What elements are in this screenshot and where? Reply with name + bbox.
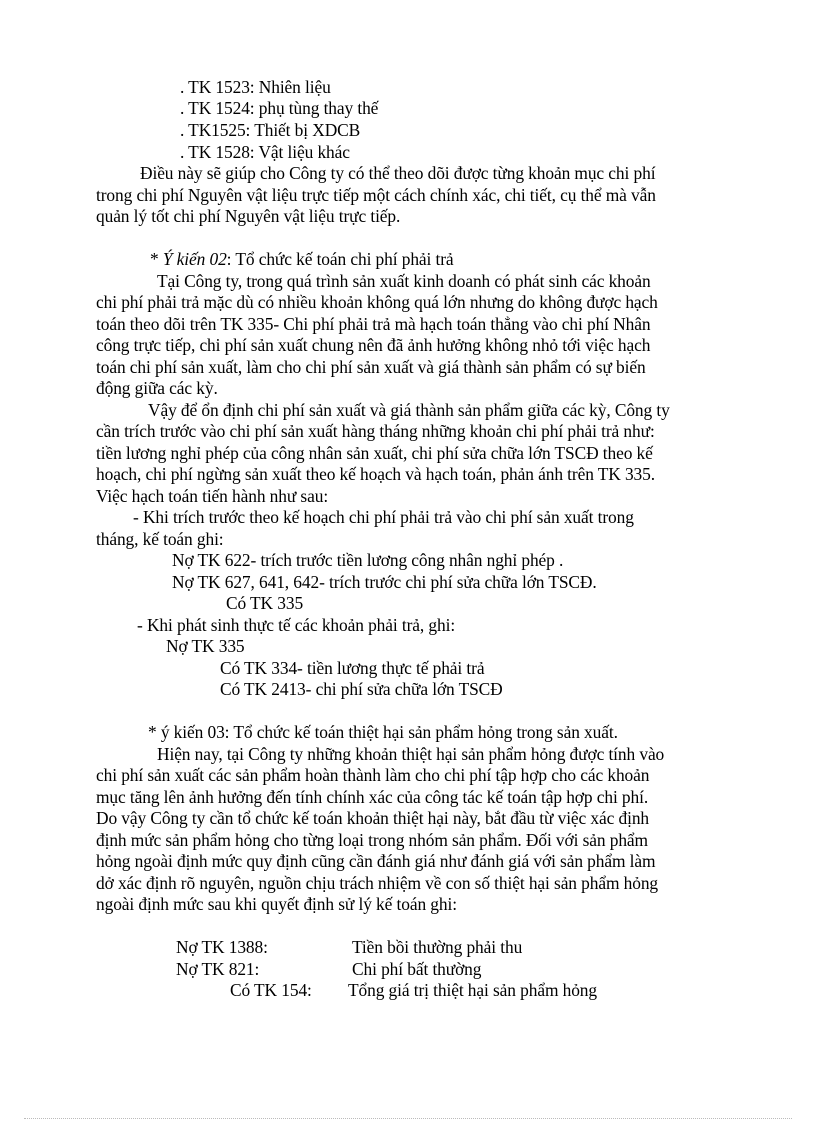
list-item-tk1525: . TK1525: Thiết bị XDCB	[180, 120, 361, 140]
page-bottom-divider	[24, 1118, 792, 1119]
entry-1-intro: tháng, kế toán ghi:	[96, 529, 224, 549]
paragraph-line: Tại Công ty, trong quá trình sản xuất kinh doanh có phát sinh các khoản	[157, 271, 651, 291]
paragraph-line: quản lý tốt chi phí Nguyên vật liệu trực tiếp.	[96, 206, 401, 226]
paragraph-line: chi phí sản xuất các sản phẩm hoàn thành làm cho chi phí tập hợp cho các khoản	[96, 765, 650, 785]
entry-3-account-1388: Nợ TK 1388:	[176, 937, 268, 957]
paragraph-line: dở xác định rõ nguyên, nguồn chịu trách nhiệm về con số thiệt hại sản phẩm hỏng	[96, 873, 659, 893]
opinion-02-prefix: *	[150, 249, 163, 269]
paragraph-line: Hiện nay, tại Công ty những khoản thiệt hại sản phẩm hỏng được tính vào	[157, 744, 665, 764]
paragraph-line: ngoài định mức sau khi quyết định sử lý kế toán ghi:	[96, 894, 457, 914]
entry-1-credit-335: Có TK 335	[226, 593, 304, 613]
opinion-02-heading	[150, 249, 454, 270]
paragraph-line: hỏng ngoài định mức quy định cũng cần đánh giá như đánh giá với sản phẩm làm	[96, 851, 656, 871]
paragraph-line: Điều này sẽ giúp cho Công ty có thể theo dõi được từng khoản mục chi phí	[140, 163, 656, 183]
opinion-02-title: : Tổ chức kế toán chi phí phải trả	[226, 249, 454, 269]
paragraph-line: hoạch, chi phí ngừng sản xuất theo kế hoạch và hạch toán, phản ánh trên TK 335.	[96, 464, 655, 484]
entry-3-account-154: Có TK 154:	[230, 980, 312, 1000]
list-item-tk1523: . TK 1523: Nhiên liệu	[180, 77, 331, 97]
entry-3-desc-1388: Tiền bồi thường phải thu	[352, 937, 523, 957]
opinion-03-heading: * ý kiến 03: Tổ chức kế toán thiệt hại sản phẩm hỏng trong sản xuất.	[148, 722, 618, 742]
list-item-tk1528: . TK 1528: Vật liệu khác	[180, 142, 350, 162]
entry-3-account-821: Nợ TK 821:	[176, 959, 260, 979]
entry-1-intro: - Khi trích trước theo kế hoạch chi phí phải trả vào chi phí sản xuất trong	[133, 507, 634, 527]
paragraph-line: toán theo dõi trên TK 335- Chi phí phải trả mà hạch toán thẳng vào chi phí Nhân	[96, 314, 651, 334]
paragraph-line: chi phí phải trả mặc dù có nhiều khoản không quá lớn nhưng do không được hạch	[96, 292, 658, 312]
paragraph-line: cần trích trước vào chi phí sản xuất hàng tháng những khoản chi phí phải trả như:	[96, 421, 655, 441]
paragraph-line: trong chi phí Nguyên vật liệu trực tiếp một cách chính xác, chi tiết, cụ thể mà vẫn	[96, 185, 656, 205]
entry-3-desc-154: Tổng giá trị thiệt hại sản phẩm hỏng	[348, 980, 597, 1000]
paragraph-line: Vậy để ổn định chi phí sản xuất và giá thành sản phẩm giữa các kỳ, Công ty	[148, 400, 670, 420]
paragraph-line: toán chi phí sản xuất, làm cho chi phí sản xuất và giá thành sản phẩm có sự biến	[96, 357, 646, 377]
paragraph-line: định mức sản phẩm hỏng cho từng loại trong nhóm sản phẩm. Đối với sản phẩm	[96, 830, 648, 850]
entry-1-debit-627: Nợ TK 627, 641, 642- trích trước chi phí sửa chữa lớn TSCĐ.	[172, 572, 597, 592]
entry-2-intro: - Khi phát sinh thực tế các khoản phải trả, ghi:	[137, 615, 456, 635]
list-item-tk1524: . TK 1524: phụ tùng thay thế	[180, 98, 379, 118]
opinion-02-label: Ý kiến 02	[162, 249, 227, 269]
entry-1-debit-622: Nợ TK 622- trích trước tiền lương công nhân nghỉ phép .	[172, 550, 564, 570]
paragraph-line: động giữa các kỳ.	[96, 378, 218, 398]
paragraph-line: tiền lương nghỉ phép của công nhân sản xuất, chi phí sửa chữa lớn TSCĐ theo kế	[96, 443, 653, 463]
paragraph-line: mục tăng lên ảnh hưởng đến tính chính xác của công tác kế toán tập hợp chi phí.	[96, 787, 649, 807]
entry-2-credit-2413: Có TK 2413- chi phí sửa chữa lớn TSCĐ	[220, 679, 503, 699]
entry-2-credit-334: Có TK 334- tiền lương thực tế phải trả	[220, 658, 485, 678]
paragraph-line: Do vậy Công ty cần tổ chức kế toán khoản thiệt hại này, bắt đầu từ việc xác định	[96, 808, 650, 828]
paragraph-line: công trực tiếp, chi phí sản xuất chung nên đã ảnh hưởng không nhỏ tới việc hạch	[96, 335, 651, 355]
entry-2-debit-335: Nợ TK 335	[166, 636, 245, 656]
entry-3-desc-821: Chi phí bất thường	[352, 959, 482, 979]
paragraph-line: Việc hạch toán tiến hành như sau:	[96, 486, 329, 506]
